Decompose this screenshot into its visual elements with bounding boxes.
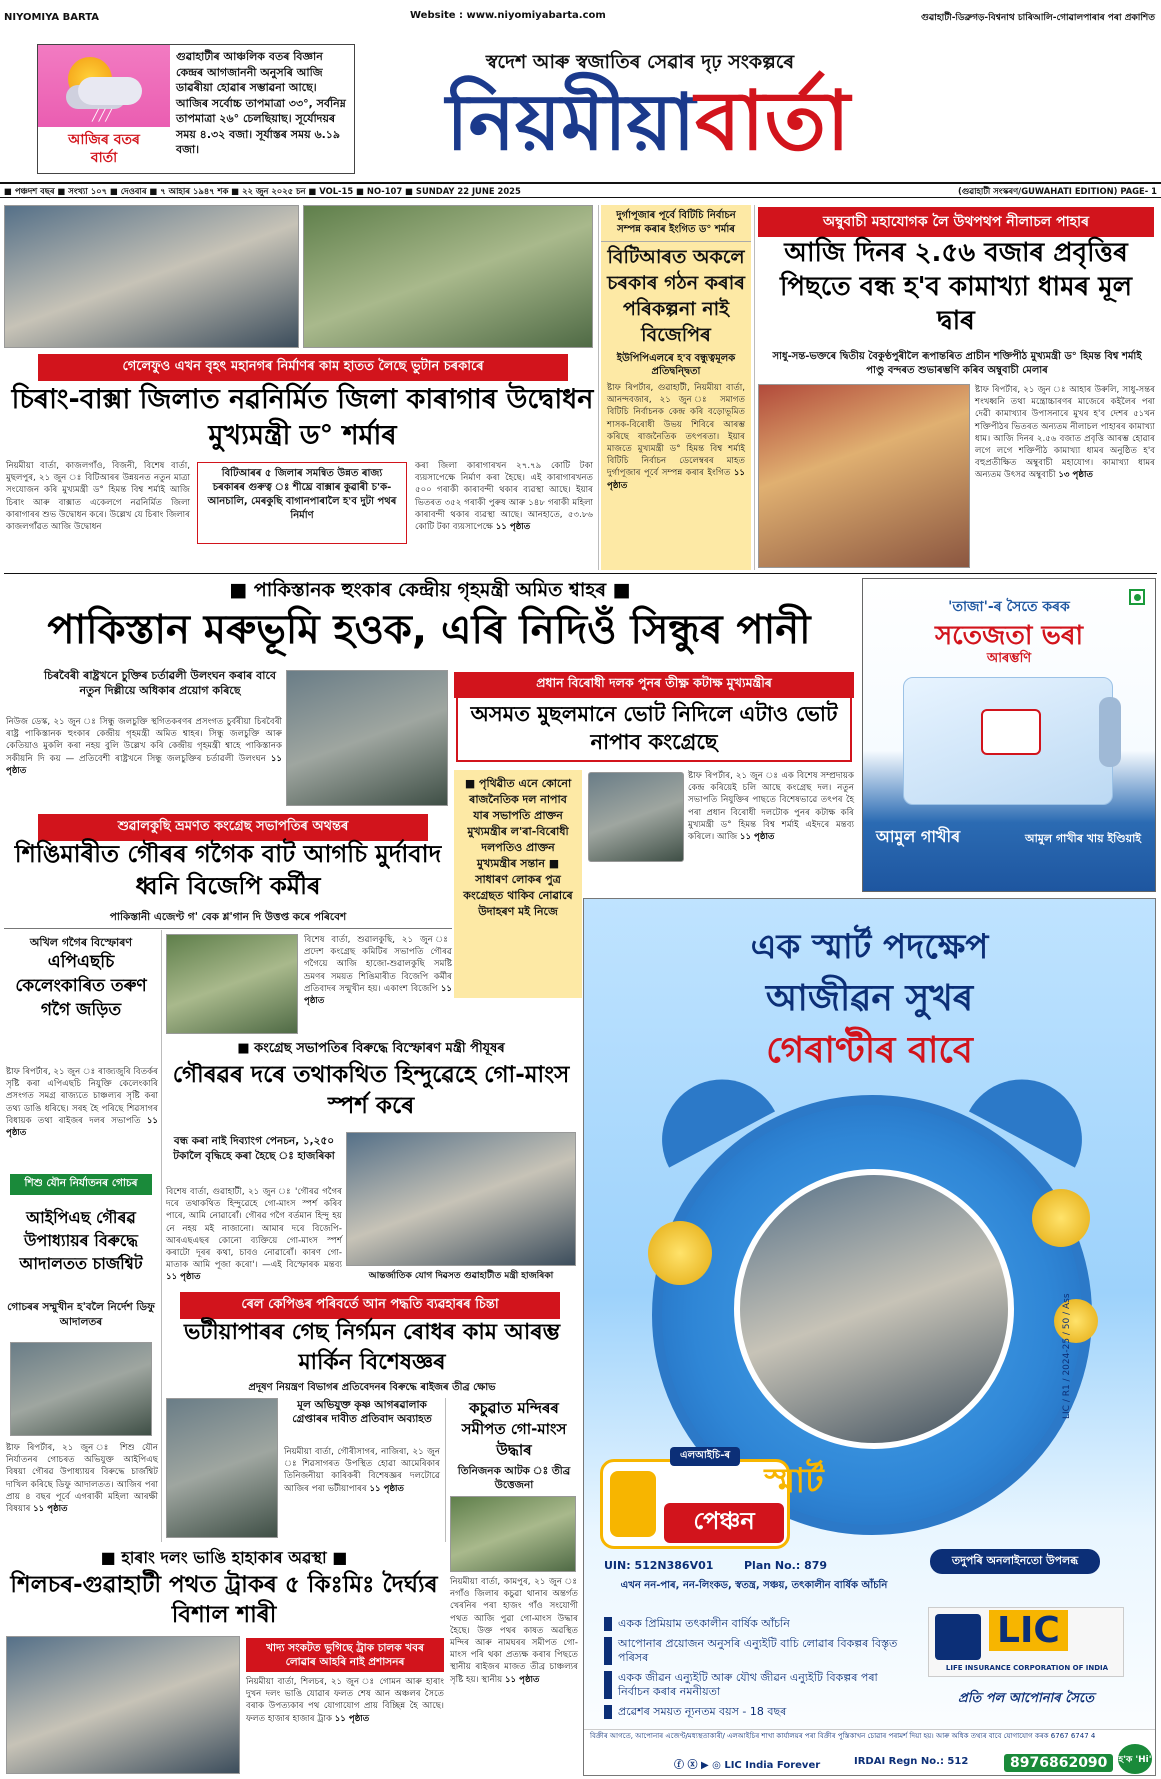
lic-plan: Plan No.: 879 [744,1559,828,1572]
amul-pack-label [981,709,1041,755]
silchar-box: খাদ্য সংকটত ভুগিছে ট্ৰাক চালক খবৰ লোৱাৰ আহৰি নাই প্ৰশাসনৰ [246,1638,444,1672]
shah-kicker: ■ পাকিস্তানক হুংকাৰ কেন্দ্ৰীয় গৃহমন্ত্ৰী অমিত শ্বাহৰ ■ [229,579,631,601]
silchar-body: নিয়মীয়া বাৰ্তা, শিলচৰ, ২১ জুন ঃ গোমন আৰু হাৰাং দুখন দলং ভাঙি যোৱাৰ ফলত শেষ আন অঞ্চলৰ সৈতে বৰাক উপত্যকাৰ পথ যোগাযোগ প্ৰায় বিচ্ছিন্ন হৈ আছে। ফলত হাজাৰ হাজাৰ ট্ৰাক ১১ পৃষ্ঠাত [246,1677,444,1724]
jail-box: বিটিআৰৰ ৫ জিলাৰ সমন্বিত উন্নত ৰাজ্য চৰকাৰৰ গুৰুত্ব ঃ শীঘ্ৰে বাক্সাৰ কুৱাৰী চ'ক-আনচালি, মেৰকুছি বাগানপাৰালৈ হ'ব দুটা পথৰ নিৰ্মাণ [197,462,407,544]
lic-product-pre: এলআইচি-ৰ [670,1447,740,1466]
lic-disclaimer: বিক্ৰীৰ আগতে, আপোনাৰ এজেণ্ট/মধ্যস্থতাকাৰী/ এলআইচিৰ শাখা কাৰ্যালয়ৰ পৰা বিক্ৰীৰ পুস্তিকাখন চোৱাৰ পৰামৰ্শ দিয়া হয়। আৰু অধিক তথ্যৰ বাবে যোগাযোগ কৰক 6767 6747 4 [590,1732,1096,1740]
bjp-body: ষ্টাফ ৰিপৰ্টাৰ, গুৱাহাটী, নিয়মীয়া বাৰ্তা, আনন্দবজাৰ, ২১ জুন ঃ সমাগত বিটিচি নিৰ্বাচনক কেন্দ্ৰ কৰি বড়োভূমিত শাসক-বিৰোধী উভয় শিবিৰে আৰম্ভ কৰিছে ৰাজনৈতিক তৎপৰতা। ইয়াৰ মাজতে মুখ্যমন্ত্ৰী ড° হিমন্ত বিশ্ব শৰ্মাই বিটিচি নিৰ্বাচন ডেলেম্বৰৰ মাহত দুৰ্গাপূজাৰ পূৰ্বে সম্পন্ন কৰাৰ ইংগিত ১১ পৃষ্ঠাত [607,383,746,491]
logo-part2: বাৰ্তা [695,74,850,169]
corner-left: NIYOMIYA BARTA [4,12,100,23]
gaurav-sub: পাকিস্তানী এজেণ্ট গ' বেক শ্ল'গান দি উত্তপ্ত কৰে পৰিবেশ [109,911,347,923]
yoga-figure-icon [1099,697,1121,767]
lic-emblem-icon [935,1614,981,1660]
bhatia-box: মূল অভিযুক্ত কৃষ্ণ আগৰৱালাক গ্ৰেপ্তাৰৰ দাবীত প্ৰতিবাদ অব্যাহত [292,1399,432,1425]
lic-line-2: আজীৱন সুখৰ [765,978,974,1019]
bjp-story [601,205,751,570]
amul-sub: আৰম্ভণি [986,651,1032,666]
dateline-left: ■ পঞ্চদশ বছৰ ■ সংখ্যা ১০৭ ■ দেওবাৰ ■ ৭ আহাৰ ১৯৪৭ শক ■ ২২ জুন ২০২৫ চন ■ VOL-15 ■ NO-107 ■ SUNDAY 22 JUNE 2025 [4,186,521,196]
lic-line-3: গেৰাণ্টীৰ বাবে [766,1030,973,1071]
silchar-kicker: ■ হাৰাং দলং ভাঙি হাহাকাৰ অৱস্থা ■ [100,1548,348,1567]
photo-ips-officer [10,1342,152,1436]
lic-logo: LIC [989,1610,1068,1651]
temple-headline[interactable]: কচুৱাত মন্দিৰৰ সমীপত গো-মাংস উদ্ধাৰ [461,1399,567,1459]
photo-truck-queue [6,1636,240,1774]
lic-product-2: পেঞ্চন [664,1503,784,1543]
weather-label: আজিৰ বতৰ বাৰ্তা [38,127,170,173]
ips-body: ষ্টাফ ৰিপৰ্টাৰ, ২১ জুন ঃ শিশু যৌন নিৰ্যাতনৰ গোচৰত অভিযুক্ত আইপিএছ বিষয়া গৌৰৱ উপাধ্যায়ৰ বিৰুদ্ধে চাৰ্জশ্বিট দাখিল কৰিছে ডিফু আদালতত। আজিৰ পৰা প্ৰায় ৪ বছৰ পূৰ্বে এগৰাকী মহিলা আৰক্ষী বিষয়াৰ ১১ পৃষ্ঠাত [6,1443,158,1515]
lic-ad[interactable] [583,898,1156,1776]
website[interactable]: Website : www.niyomiyabarta.com [410,10,606,21]
photo-gas-well [166,1398,278,1538]
bjp-sub: ইউপিপিএলৰে হ'ব বন্ধুত্বমূলক প্ৰতিদ্বন্দ্বিতা [616,353,736,377]
pension-person-icon [610,1471,656,1537]
amul-brand: আমুল গাখীৰ [875,827,961,846]
amul-quote: 'তাজা'-ৰ সৈতে কৰক [948,599,1070,615]
lic-bullet-3: একক জীৱন এন্যুইটি আৰু যৌথ জীৱন এন্যুইটি বিকল্পৰ পৰা নিৰ্বাচন কৰাৰ নমনীয়তা [604,1671,904,1699]
photo-bjp-protest [166,934,298,1034]
amul-ad[interactable] [862,578,1156,892]
ips-kicker: শিশু যৌন নিৰ্যাতনৰ গোচৰ [10,1174,152,1195]
beef-body: বিশেষ বাৰ্তা, গুৱাহাটী, ২১ জুন ঃ 'গৌৰৱ গগৈৰ দৰে তথাকথিত হিন্দুৱেহে গো-মাংস স্পৰ্শ কৰিব পাৰে, আমি নোৱাৰোঁ। গৌৰৱ গগৈ বৰ্তমান হিন্দু হয় নে নহয় মই নাজানো। আমাৰ দৰে বিজেপি-আৰএছএছৰ কোনো ব্যক্তিয়ে গো-মাংস স্পৰ্শ কৰাটো দূৰৰ কথা, চাবও নোৱাৰোঁ। কাৰণ গো-মাতাক আমি পূজা কৰো'। —এই বিস্ফোৰক মন্তব্য ১১ পৃষ্ঠাত [166,1187,342,1283]
bjp-headline[interactable]: বিটিআৰত অকলে চৰকাৰ গঠন কৰাৰ পৰিকল্পনা নাই বিজেপিৰ [601,241,751,350]
weather-panel [38,45,170,173]
bhatia-headline[interactable]: ভটীয়াপাৰৰ গেছ নিৰ্গমন ৰোধৰ কাম আৰম্ভ মাৰ্কিন বিশেষজ্ঞৰ [183,1320,561,1375]
gaurav-body: বিশেষ বাৰ্তা, শুৱালকুছি, ২১ জুন ঃ প্ৰদেশ কংগ্ৰেছ কমিটিৰ সভাপতি গৌৰৱ গগৈয়ে আজি হাজো-শুৱালকুছি সমষ্টি ভ্ৰমণৰ সময়ত শিঙিমাৰীত বিজেপি কৰ্মীৰ প্ৰতিবাদৰ সন্মুখীন হয়। একাংশ বিজেপি ১১ পৃষ্ঠাত [304,935,452,1007]
shah-body: নিউজ ডেস্ক, ২১ জুন ঃ সিন্ধু জলচুক্তি স্থগিতকৰণৰ প্ৰসংগত চুৰ্বৰীয়া চিৰবৈৰী ৰাষ্ট্ৰ পাকিস্তানক হুংকাৰ কেন্দ্ৰীয় গৃহমন্ত্ৰী অমিত শ্বাহৰ। সিন্ধু জলচুক্তি আৰু কেতিয়াও মুকলি কৰা নহয় বুলি উল্লেখ কৰি কেন্দ্ৰীয় গৃহমন্ত্ৰী শ্বাহে পাকিস্তানক সকীয়নি দি কয় — প্ৰতিবেশী ৰাষ্ট্ৰখনে সিন্ধু জলচুক্তিৰ চৰ্তাৱলী উলংঘন ১১ পৃষ্ঠাত [6,717,282,776]
lic-social: LIC India Forever [724,1760,821,1771]
kamakhya-headline[interactable]: আজি দিনৰ ২.৫৬ বজাৰ প্ৰবৃত্তিৰ পিছতে বন্ধ হ'ব কামাখ্যা ধামৰ মূল দ্বাৰ [779,238,1133,336]
ips-headline[interactable]: আইপিএছ গৌৰৱ উপাধ্যায়ৰ বিৰুদ্ধে আদালতত চাৰ্জশ্বিট [19,1208,143,1273]
bjp-top: দুৰ্গাপূজাৰ পূৰ্বে বিটিচি নিৰ্বাচন সম্পন্ন কৰাৰ ইংগিত ড° শৰ্মাৰ [616,210,736,235]
jail-body-2: কৰা জিলা কাৰাগাৰখন ২৭.৭৯ কোটি টকা ব্যয়সাপেক্ষে নিৰ্মাণ কৰা হৈছে। এই কাৰাগাৰখনত ৫০০ গৰাকী কাৰাবন্দী থকাৰ ব্যৱস্থা আছে। ইয়াৰ ভিতৰত ৩৫২ গৰাকী পুৰুষ আৰু ১৪৮ গৰাকী মহিলা কাৰাবন্দী থকাৰ ব্যৱস্থা আছে। আনহাতে, ৫৩.৮৬ কোটি টকা ব্যয়সাপেক্ষে ১১ পৃষ্ঠাত [415,461,593,533]
social-icons[interactable]: ⓕ ⓧ ▶ ◎ LIC India Forever [674,1760,821,1771]
cm-headline[interactable]: অসমত মুছলমানে ভোট নিদিলে এটাও ভোট নাপাব কংগ্ৰেছে [456,694,852,762]
corner-right: গুৱাহাটী-ডিব্ৰুগড়-বিশ্বনাথ চাৰিআলি-গোৱালপাৰাৰ পৰা প্ৰকাশিত [921,13,1155,23]
lic-logo-box[interactable] [928,1607,1124,1677]
masthead [0,0,1161,200]
photo-kamakhya-devotees [758,384,970,568]
apsc-kicker: অখিল গগৈৰ বিস্ফোৰণ [29,936,133,949]
cm-kicker: প্ৰধান বিৰোধী দলক পুনৰ তীক্ষ্ণ কটাক্ষ মুখ্যমন্ত্ৰীৰ [454,672,854,698]
photo-couple-jogging [734,1169,1014,1449]
cm-bullets: ■ পৃথিৱীত এনে কোনো ৰাজনৈতিক দল নাপাব যাৰ সভাপতি প্ৰাক্তন মুখ্যমন্ত্ৰীৰ ল'ৰা-বিৰোধী দলপতিও প্ৰাক্তন মুখ্যমন্ত্ৰীৰ সন্তান ■ সাধাৰণ লোকৰ পুত্ৰ কংগ্ৰেছত থাকিব নোৱাৰে উদাহৰণ মই নিজে [454,770,582,998]
kamakhya-deck: সাধু-সন্ত-ভক্তৰে দ্বিতীয় বৈকুণ্ঠপুৰীলৈ ৰূপান্তৰিত প্ৰাচীন শক্তিপীঠ মুখ্যমন্ত্ৰী ড° হিমন্ত বিশ্ব শৰ্মাই পাণ্ডু বন্দৰত শুভাৰম্ভণি কৰিব অম্বুবাচী মেলাৰ [772,351,1142,376]
temple-sub: তিনিজনক আটক ঃ তীব্ৰ উত্তেজনা [457,1465,571,1491]
coin-icon-1 [648,1221,712,1285]
dateline-right: (গুৱাহাটী সংস্কৰণ/GUWAHATI EDITION) PAGE- 1 [957,186,1157,196]
photo-cm-sarma [588,772,684,862]
lic-desc: এখন নন-পাৰ, নন-লিংকড, স্বতন্ত্ৰ, সঞ্চয়, তৎকালীন বাৰ্ষিক আঁচনি [620,1580,888,1591]
lic-side-code: LIC / R1 / 2024-25 / 50 / Ass [1062,1293,1072,1419]
bhatia-sub: প্ৰদূষণ নিয়ন্ত্ৰণ বিভাগৰ প্ৰতিবেদনৰ বিৰুদ্ধে ৰাইজৰ তীব্ৰ ক্ষোভ [248,1382,496,1393]
ips-sub: গোচৰৰ সম্মুখীন হ'বলৈ নিৰ্দেশ ডিফু আদালতৰ [7,1301,155,1328]
lic-irdai: IRDAI Regn No.: 512 [854,1756,969,1767]
weather-text: গুৱাহাটীৰ আঞ্চলিক বতৰ বিজ্ঞান কেন্দ্ৰৰ আগজাননী অনুসৰি আজি ডাৱৰীয়া হোৱাৰ সম্ভাৱনা আছে। আজিৰ সৰ্বোচ্চ তাপমাত্ৰা ৩৩°, সৰ্বনিম্ন তাপমাত্ৰা ২৬° চেলছিয়াছ। সূৰ্যোদয়ৰ সময় ৪.৩২ বজা। সূৰ্যাস্তৰ সময় ৬.১৯ বজা। [176,50,346,156]
beef-headline[interactable]: গৌৰৱৰ দৰে তথাকথিত হিন্দুৱেহে গো-মাংস স্পৰ্শ কৰে [172,1062,570,1119]
lic-online: তদুপৰি অনলাইনতো উপলব্ধ [930,1549,1100,1574]
photo-amit-shah [286,670,448,806]
tagline: স্বদেশ আৰু স্বজাতিৰ সেৱাৰ দৃঢ় সংকল্পৰে [485,51,795,73]
lic-product-1: স্মাৰ্ট [764,1461,824,1501]
lic-bullet-4: প্ৰৱেশৰ সময়ত ন্যূনতম বয়স - 18 বছৰ [604,1705,904,1719]
lic-bullet-2: আপোনাৰ প্ৰয়োজন অনুসৰি এন্যুইটি বাচি লোৱাৰ বিকল্পৰ বিস্তৃত পৰিসৰ [604,1637,904,1665]
kamakhya-body: ষ্টাফ ৰিপৰ্টাৰ, ২১ জুন ঃ আহাৰ উৰুলি, সাধু-সন্তৰ শংখধ্বনি তথা মন্ত্ৰোচ্চাৰণৰ মাজেৰে কইলৈৰ পৰা দেৱী কামাখ্যাৰ উপাসনাৰে মুখৰ হ'ব দেশৰ ৫১খন শক্তিপীঠৰ ভিতৰত অন্যতম নীলাচল পাহাৰৰ কামাখ্যা ধাম। আজি দিনৰ ২.৫৬ বজাত প্ৰবৃত্তি আৰম্ভ হোৱাৰ লগে লগে শক্তিপীঠ কামাখ্যা ধামৰ অনুষ্ঠিত হ'ব বহুপ্ৰতীক্ষিত অম্বুবাচী মহাযোগ। কামাখ্যা ধামৰ অন্যতম উৎসৱ অম্বুবাচী ১৩ পৃষ্ঠাত [975,385,1155,481]
logo-part1: নিয়মীয়া [446,78,696,168]
temple-body: নিয়মীয়া বাৰ্তা, কামপুৰ, ২১ জুন ঃ নগাঁও জিলাৰ কচুৱা থানাৰ অন্তৰ্গত খেৰনিৰ পৰা হাজং গাঁও সংযোগী পথত আজি পুৱা গো-মাংস উদ্ধাৰ হৈছে। উক্ত পথৰ কাষত অৱস্থিত মন্দিৰ আৰু নামঘৰৰ সমীপত গো-মাংস পৰি থকা প্ৰত্যক্ষ কৰাৰ পিছতে স্থানীয় ৰাইজৰ মাজত তীব্ৰ চাঞ্চল্যৰ সৃষ্টি হয়। স্থানীয় ১১ পৃষ্ঠাত [450,1577,578,1685]
bhutan-kicker: গেলেফুও এখন বৃহৎ মহানগৰ নিৰ্মাণৰ কাম হাতত লৈছে ভুটান চৰকাৰে [38,354,568,381]
logo[interactable] [418,74,878,170]
cloud-icon [78,77,142,105]
lic-line-1: এক স্মাৰ্ট পদক্ষেপ [750,927,989,967]
bhatia-kicker: ৰেল কেপিঙৰ পৰিবৰ্তে আন পদ্ধতি ব্যৱহাৰৰ চিন্তা [180,1292,560,1319]
gaurav-kicker: শুৱালকুছি ভ্ৰমণত কংগ্ৰেছ সভাপতিৰ অথন্তৰ [38,814,428,841]
apsc-body: ষ্টাফ ৰিপৰ্টাৰ, ২১ জুন ঃ ৰাজ্যজুৰি বিতৰ্কৰ সৃষ্টি কৰা এপিএছচি নিযুক্তি কেলেংকাৰি প্ৰসংগত সমগ্ৰ ৰাজ্যতে চাঞ্চল্যৰ সৃষ্টি কৰা তথ্য ডাঙি ধৰিছে। সৰহ হৈ পৰিছে শিৱসাগৰ বিধায়ক তথা ৰাইজৰ দলৰ সভাপতি ১১ পৃষ্ঠাত [6,1067,158,1139]
apsc-headline[interactable]: এপিএছচি কেলেংকাৰিত তৰুণ গগৈ জড়িত [15,952,147,1020]
weather-box [37,44,355,174]
jail-headline[interactable]: চিৰাং-বাক্সা জিলাত নৱনিৰ্মিত জিলা কাৰাগাৰ উদ্বোধন মুখ্যমন্ত্ৰী ড° শৰ্মাৰ [11,384,594,451]
photo-temple-crowd [450,1496,576,1572]
beef-caption: আন্তৰ্জাতিক যোগ দিৱসত গুৱাহাটীত মন্ত্ৰী হাজৰিকা [368,1271,554,1281]
dateline-bar [0,182,1161,198]
gaurav-headline[interactable]: শিঙিমাৰীত গৌৰৰ গগৈক বাট আগচি মুৰ্দাবাদ ধ্বনি বিজেপি কৰ্মীৰ [14,840,442,900]
coin-icon-2 [1032,1189,1090,1247]
silchar-headline[interactable]: শিলচৰ-গুৱাহাটী পথত ট্ৰাকৰ ৫ কিঃমিঃ দৈৰ্ঘ্যৰ বিশাল শাৰী [10,1572,438,1628]
shah-headline[interactable]: পাকিস্তান মৰুভূমি হওক, এৰি নিদিওঁ সিন্ধুৰ পানী [47,607,811,653]
amul-title: সতেজতা ভৰা [934,621,1084,651]
lic-bullet-1: একক প্ৰিমিয়াম তৎকালীন বাৰ্ষিক আঁচনি [604,1617,904,1631]
coin-icon-3 [1054,1299,1098,1343]
photo-jail-inauguration [4,205,299,348]
beef-kicker: ■ কংগ্ৰেছ সভাপতিৰ বিৰুদ্ধে বিস্ফোৰণ মন্ত্ৰী পীযূষৰ [237,1041,505,1056]
rain-icon: ╱╱╱ [92,109,112,122]
amul-tag: আমুল গাখীৰ খায় ইণ্ডিয়াই [1024,832,1142,845]
lic-uin: UIN: 512N386V01 [604,1559,714,1572]
shah-sub: চিৰবৈৰী ৰাষ্ট্ৰখনে চুক্তিৰ চৰ্তাৱলী উলংঘন কৰাৰ বাবে নতুন দিল্লীয়ে অধিকাৰ প্ৰয়োগ কৰিছে [43,669,277,697]
beef-sub: বন্ধ কৰা নাই দিব্যাংগ পেনচন, ১,২৫০ টকালৈ বৃদ্ধিহে কৰা হৈছে ঃ হাজৰিকা [173,1135,335,1162]
kamakhya-kicker: অম্বুবাচী মহাযোগক লৈ উথপথপ নীলাচল পাহাৰ [758,207,1154,237]
cm-body: ষ্টাফ ৰিপৰ্টাৰ, ২১ জুন ঃ এক বিশেষ সম্প্ৰদায়ক কেন্দ্ৰ কৰিয়েই চলি আছে কংগ্ৰেছ দল। নতুন সভাপতি নিযুক্তিৰ পাছতে বিশেষভাৱে তৎপৰ হৈ পৰা প্ৰধান বিৰোধী দলটোক পুনৰ কটাক্ষ কৰি মুখ্যমন্ত্ৰী ড° হিমন্ত বিশ্ব শৰ্মাই এইদৰে মন্তব্য কৰিলে। আজি ১১ পৃষ্ঠাত [688,771,854,843]
bhatia-body: নিয়মীয়া বাৰ্তা, গৌৰীসাগৰ, নাজিৰা, ২১ জুন ঃ শিৱসাগৰত উপস্থিত হোৱা আমেৰিকাৰ তিনিজনীয়া কাৰিকৰী বিশেষজ্ঞৰ দলটোৱে আজিৰ পৰা ভটীয়াপাৰৰ ১১ পৃষ্ঠাত [284,1447,440,1494]
lic-corp: LIFE INSURANCE CORPORATION OF INDIA [945,1664,1109,1672]
photo-cm-planting [303,205,593,348]
lic-slogan: প্ৰতি পল আপোনাৰ সৈতে [958,1691,1094,1706]
lic-hi: হ'ক 'Hi' [1118,1744,1152,1774]
photo-yoga-day [346,1132,576,1266]
lic-phone[interactable]: 8976862090 [1004,1754,1113,1772]
jail-body-1: নিয়মীয়া বাৰ্তা, কাজলগাঁও, বিজনী, বিশেষ বাৰ্তা, মুছলপুৰ, ২১ জুন ঃ বিটিআৰৰ উন্নয়নত নতুন মাত্ৰা সংযোজন কৰি মুখ্যমন্ত্ৰী ড° হিমন্ত বিশ্ব শৰ্মাই আজি চিৰাং আৰু বাক্সাত একেলগে নৱনিৰ্মিত জিলা কাৰাগাৰৰ শুভ উদ্বোধন কৰে। উল্লেখ যে চিৰাং জিলাৰ কাজলগাঁৱত আজি উদ্বোধন [6,461,190,533]
lic-footer-bar [584,1729,1155,1776]
